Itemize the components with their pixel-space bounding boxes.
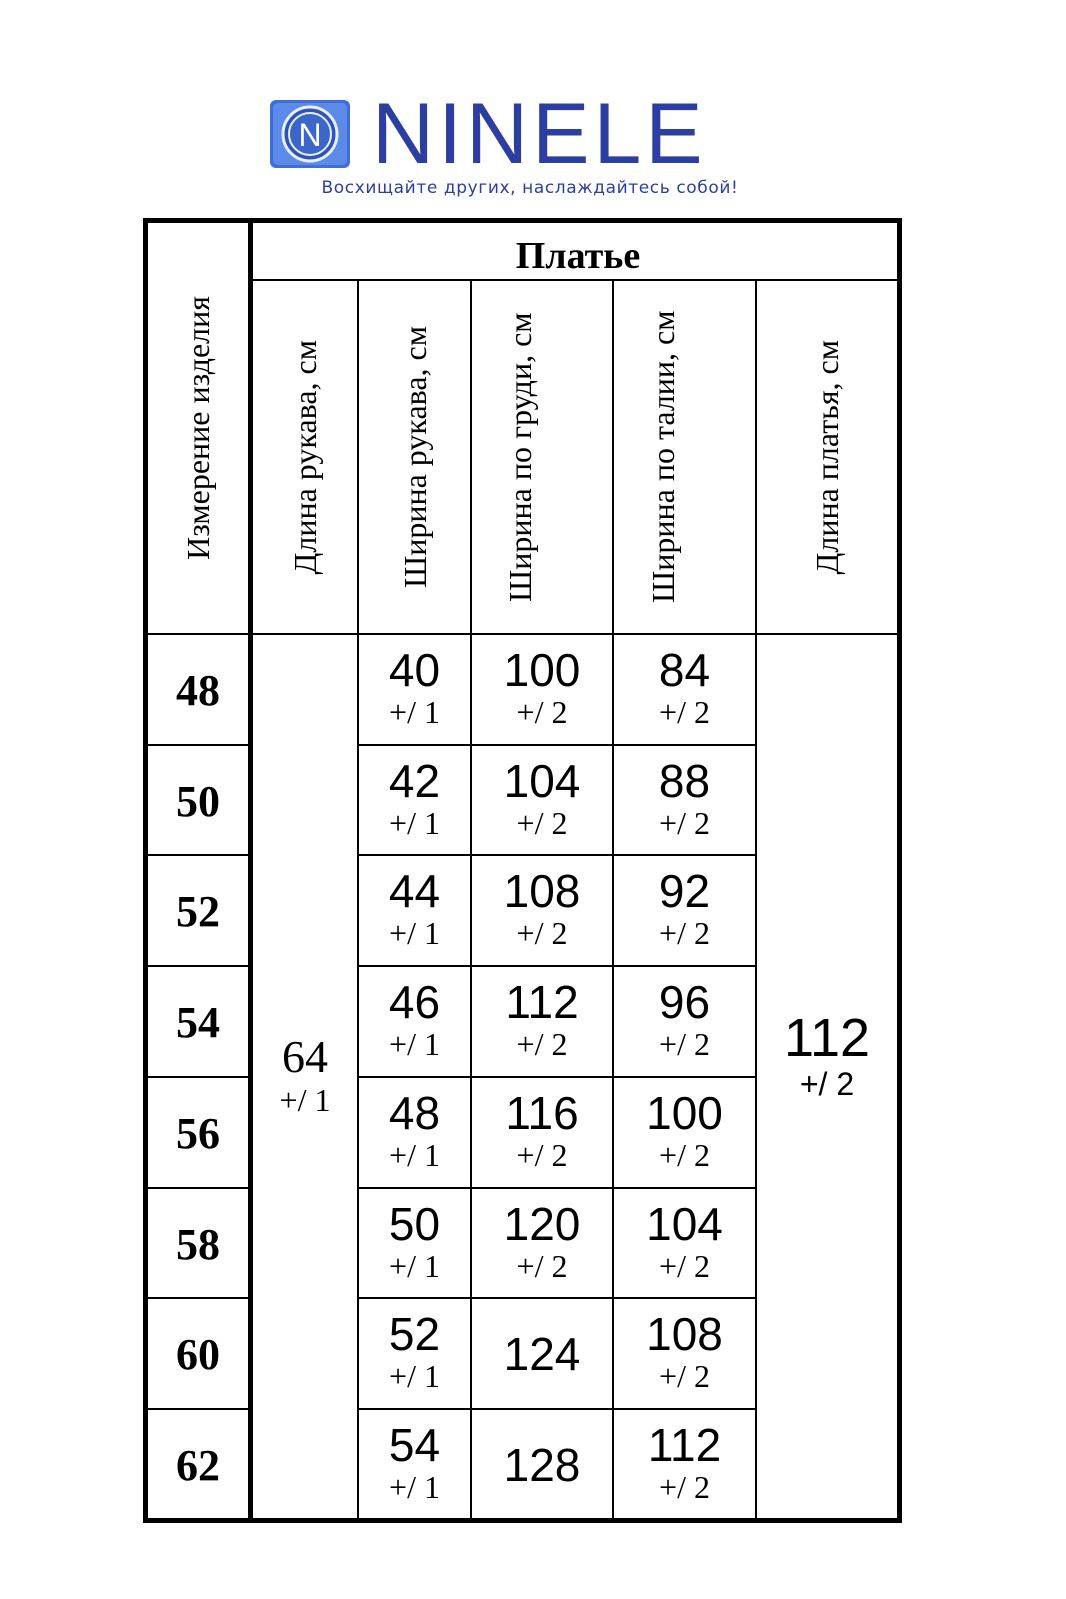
size-label: 62 [176,1440,220,1490]
waist-width-cell: 92 +/ 2 [658,865,711,951]
dress-title: Платье [515,235,641,277]
sleeve-width-cell: 46 +/ 1 [388,976,441,1062]
size-label: 48 [176,665,220,715]
size-label: 58 [176,1219,220,1269]
brand-wordmark: NINELE [372,86,707,182]
size-label: 50 [176,776,220,826]
size-column-header: Измерение изделия [180,296,216,560]
header-waist-width: Ширина по талии, см [644,310,681,604]
waist-width-cell: 88 +/ 2 [658,755,711,841]
ninele-logo-icon [270,100,350,168]
sleeve-width-cell: 54 +/ 1 [388,1419,441,1505]
sleeve-width-cell: 40 +/ 1 [388,644,441,730]
chest-width-cell: 116 +/ 2 [505,1087,579,1173]
chest-width-cell: 128 [503,1439,581,1491]
waist-width-cell: 96 +/ 2 [658,976,711,1062]
sleeve-width-cell: 42 +/ 1 [388,755,441,841]
divider-header [148,633,897,635]
size-label: 60 [176,1329,220,1379]
waist-width-cell: 84 +/ 2 [658,644,711,730]
chest-width-cell: 104 +/ 2 [503,755,581,841]
sleeve-width-cell: 52 +/ 1 [388,1308,441,1394]
header-chest-width: Ширина по груди, см [502,312,538,602]
chest-width-cell: 124 [503,1328,581,1380]
sleeve-width-cell: 48 +/ 1 [388,1087,441,1173]
waist-width-cell: 108 +/ 2 [646,1308,723,1394]
brand-header [270,86,800,210]
size-table [143,218,902,1523]
logo-letter: N [298,117,322,153]
brand-tagline: Восхищайте других, наслаждайтесь собой! [321,178,739,198]
sleeve-width-cell: 50 +/ 1 [388,1198,441,1284]
chest-width-cell: 120 +/ 2 [503,1198,581,1284]
waist-width-cell: 104 +/ 2 [646,1198,723,1284]
size-label: 56 [176,1108,220,1158]
header-sleeve-length: Длина рукава, см [287,339,323,575]
sleeve-width-cell: 44 +/ 1 [388,865,441,951]
waist-width-cell: 112 +/ 2 [647,1419,722,1505]
chest-width-cell: 108 +/ 2 [503,865,581,951]
size-label: 52 [176,886,220,936]
size-label: 54 [176,997,220,1047]
chest-width-cell: 100 +/ 2 [503,644,581,730]
sleeve-length-value: 64 +/ 1 [279,1031,331,1118]
waist-width-cell: 100 +/ 2 [646,1087,723,1173]
chest-width-cell: 112 +/ 2 [505,976,579,1062]
dress-length-value: 112 +/ 2 [783,1008,871,1102]
header-sleeve-width: Ширина рукава, см [396,325,433,589]
header-dress-length: Длина платья, см [809,339,845,575]
